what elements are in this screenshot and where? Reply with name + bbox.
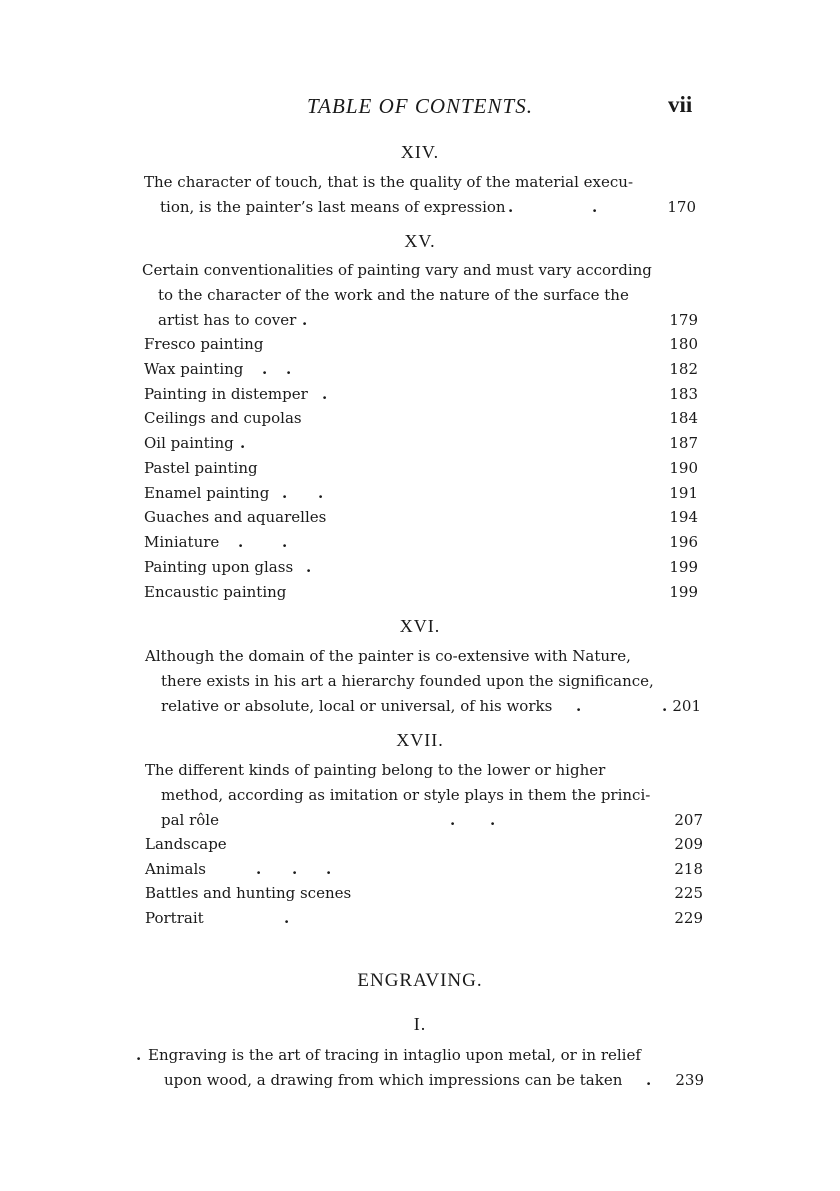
leader-dot: . — [646, 1071, 652, 1089]
toc-entry-page: 170 — [667, 198, 696, 216]
leader-dot: . — [576, 697, 582, 715]
leader-dot: . — [262, 360, 268, 378]
toc-entry[interactable] — [145, 881, 703, 906]
leader-dot: . — [282, 533, 288, 551]
toc-entry-xiv[interactable] — [160, 195, 696, 220]
running-title: TABLE OF CONTENTS. — [307, 94, 533, 118]
toc-entry-xv[interactable] — [158, 308, 698, 333]
part-heading-engraving: ENGRAVING. — [357, 970, 483, 991]
toc-line-text: The character of touch, that is the quality of the material execu- — [144, 173, 634, 191]
toc-entry-page: 196 — [669, 533, 698, 551]
toc-entry-page: 239 — [675, 1071, 704, 1089]
toc-entry-engraving-i[interactable] — [164, 1068, 704, 1093]
running-head — [0, 94, 840, 124]
leader-dot: . — [318, 484, 324, 502]
toc-entry-title: Pastel painting — [144, 459, 258, 477]
toc-entry-title: pal rôle — [161, 811, 219, 829]
toc-entry-title: Battles and hunting scenes — [145, 884, 352, 902]
leader-dot: . — [256, 860, 262, 878]
toc-entry[interactable] — [144, 332, 698, 357]
toc-entry[interactable] — [145, 857, 703, 882]
toc-entry[interactable] — [144, 530, 698, 555]
leader-dot: . — [322, 385, 328, 403]
leader-dot: . — [282, 484, 288, 502]
toc-entry-title: Guaches and aquarelles — [144, 508, 327, 526]
toc-entry-title: Miniature — [144, 533, 220, 551]
leader-dot: . — [136, 1046, 142, 1064]
section-heading-i: I. — [413, 1014, 427, 1034]
toc-entry-xvii[interactable] — [161, 808, 703, 833]
toc-line-text: The different kinds of painting belong to the lower or higher — [145, 761, 606, 779]
toc-entry-page: 190 — [669, 459, 698, 477]
toc-entry[interactable] — [144, 431, 698, 456]
leader-dot: . — [238, 533, 244, 551]
section-heading-xiv: XIV. — [400, 142, 440, 162]
toc-entry-title: Encaustic painting — [144, 583, 287, 601]
toc-entry-page: 199 — [669, 558, 698, 576]
leader-dot: . — [508, 198, 514, 216]
leader-dot: . — [326, 860, 332, 878]
toc-line — [145, 644, 701, 669]
toc-entry-title: artist has to cover — [158, 311, 297, 329]
toc-entry-title: Painting in distemper — [144, 385, 308, 403]
toc-entry-page: 182 — [669, 360, 698, 378]
toc-entry-title: Animals — [145, 860, 206, 878]
toc-entry-page: 191 — [669, 484, 698, 502]
toc-entry[interactable] — [144, 580, 698, 605]
toc-entry-page: 183 — [669, 385, 698, 403]
toc-line — [148, 1043, 704, 1068]
toc-entry-title: Painting upon glass — [144, 558, 294, 576]
page-number: vii — [668, 92, 693, 117]
toc-entry-page: 209 — [674, 835, 703, 853]
leader-dot: . — [286, 360, 292, 378]
leader-dot: . — [302, 311, 308, 329]
toc-line-text: Certain conventionalities of painting vary and must vary according — [142, 261, 652, 279]
toc-line-text: to the character of the work and the nature of the surface the — [158, 286, 629, 304]
toc-line — [144, 170, 696, 195]
toc-entry-page: 179 — [669, 311, 698, 329]
leader-dot: . — [240, 434, 246, 452]
toc-entry[interactable] — [144, 505, 698, 530]
section-heading-xvii: XVII. — [396, 730, 444, 750]
toc-entry-title: Wax painting — [144, 360, 244, 378]
toc-entry-page: 187 — [669, 434, 698, 452]
toc-entry-page: 199 — [669, 583, 698, 601]
toc-entry[interactable] — [144, 481, 698, 506]
toc-entry[interactable] — [144, 406, 698, 431]
toc-entry-title: relative or absolute, local or universal, of his works — [161, 697, 553, 715]
toc-entry[interactable] — [145, 906, 703, 931]
toc-entry-title: Oil painting — [144, 434, 234, 452]
toc-entry-title: tion, is the painter’s last means of expression — [160, 198, 506, 216]
toc-entry-title: upon wood, a drawing from which impressions can be taken — [164, 1071, 623, 1089]
toc-entry[interactable] — [144, 456, 698, 481]
toc-entry[interactable] — [144, 357, 698, 382]
leader-dot: . — [284, 909, 290, 927]
toc-line-text: method, according as imitation or style plays in them the princi- — [161, 786, 651, 804]
toc-entry-title: Ceilings and cupolas — [144, 409, 302, 427]
section-heading-xv: XV. — [404, 231, 436, 251]
toc-line — [142, 258, 698, 283]
toc-entry-page: 229 — [674, 909, 703, 927]
leader-dot: . — [592, 198, 598, 216]
toc-entry-title: Fresco painting — [144, 335, 264, 353]
toc-line-text: Engraving is the art of tracing in intaglio upon metal, or in relief — [148, 1046, 641, 1064]
toc-entry-title: Landscape — [145, 835, 227, 853]
leader-dot: . — [662, 697, 668, 715]
toc-entry-page: 194 — [669, 508, 698, 526]
toc-line — [158, 283, 698, 308]
leader-dot: . — [292, 860, 298, 878]
toc-entry-title: Enamel painting — [144, 484, 270, 502]
toc-entry-page: 201 — [672, 697, 701, 715]
toc-line — [161, 669, 701, 694]
toc-entry[interactable] — [144, 555, 698, 580]
toc-entry-page: 225 — [674, 884, 703, 902]
toc-line — [161, 783, 703, 808]
leader-dot: . — [306, 558, 312, 576]
toc-entry[interactable] — [144, 382, 698, 407]
toc-line — [145, 758, 703, 783]
toc-entry-xvi[interactable] — [161, 694, 701, 719]
toc-entry-page: 180 — [669, 335, 698, 353]
leader-dot: . — [490, 811, 496, 829]
toc-entry-page: 184 — [669, 409, 698, 427]
toc-entry-title: Portrait — [145, 909, 204, 927]
toc-line-text: Although the domain of the painter is co-extensive with Nature, — [145, 647, 631, 665]
leader-dot: . — [450, 811, 456, 829]
toc-entry-page: 218 — [674, 860, 703, 878]
toc-entry-page: 207 — [674, 811, 703, 829]
section-heading-xvi: XVI. — [399, 616, 441, 636]
toc-entry[interactable] — [145, 832, 703, 857]
toc-line-text: there exists in his art a hierarchy founded upon the significance, — [161, 672, 654, 690]
